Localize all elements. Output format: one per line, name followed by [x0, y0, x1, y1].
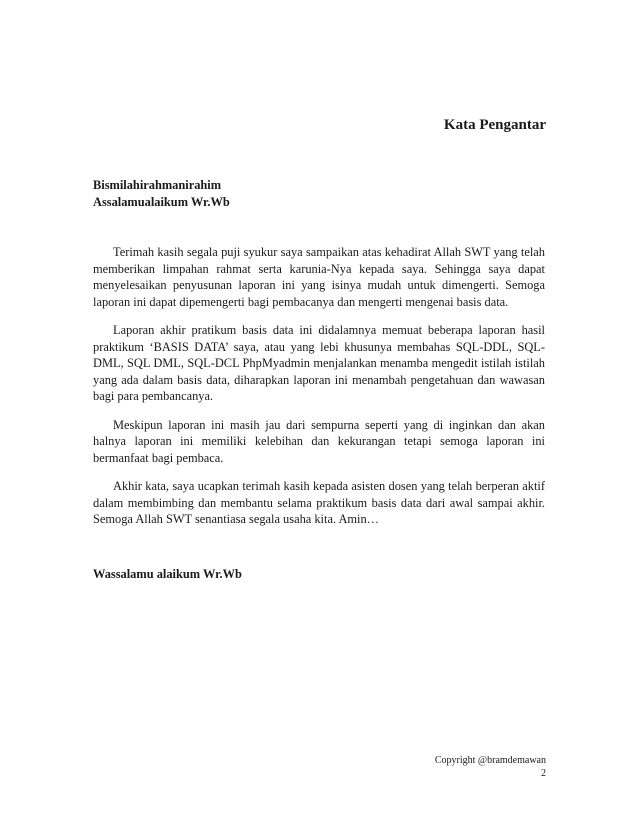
paragraph-1: Terimah kasih segala puji syukur saya sampaikan atas kehadirat Allah SWT yang telah memberikan limpahan rahmat serta karunia-Nya kepada saya. Sehingga saya dapat menyelesaikan penyusunan laporan ini yang isinya mudah untuk dimengerti. Semoga laporan ini dapat dipemengerti bagi pembacanya dan mengerti mengenai basis data.: [93, 245, 545, 309]
closing-salam: Wassalamu alaikum Wr.Wb: [93, 566, 242, 581]
page-number: 2: [541, 768, 546, 779]
greeting-salam: Assalamualaikum Wr.Wb: [93, 194, 230, 209]
copyright-text: Copyright @bramdemawan: [434, 755, 546, 766]
page-footer: [435, 754, 546, 780]
paragraph-3: Meskipun laporan ini masih jau dari sempurna seperti yang di inginkan dan akan halnya laporan ini memiliki kelebihan dan kekurangan tetapi semoga laporan ini bermanfaat bagi pembaca.: [93, 417, 545, 465]
paragraph-4: Akhir kata, saya ucapkan terimah kasih kepada asisten dosen yang telah berperan aktif dalam membimbing dan membantu selama praktikum basis data dari awal sampai akhir. Semoga Allah SWT senantiasa segala usaha kita. Amin…: [93, 479, 545, 526]
paragraph-2: Laporan akhir pratikum basis data ini didalamnya memuat beberapa laporan hasil praktikum ‘BASIS DATA’ saya, atau yang lebi khusunya membahas SQL-DDL, SQL-DML, SQL DML, SQL-DCL PhpMyadmin menjalankan menamba mengedit istilah istilah yang ada dalam basis data, diharapkan laporan ini menambah pengetahuan dan wawasan bagi para pembancanya.: [93, 323, 545, 403]
page-title: Kata Pengantar: [443, 117, 546, 133]
document-body: [93, 177, 545, 582]
greeting-bismillah: Bismilahirahmanirahim: [93, 178, 222, 192]
